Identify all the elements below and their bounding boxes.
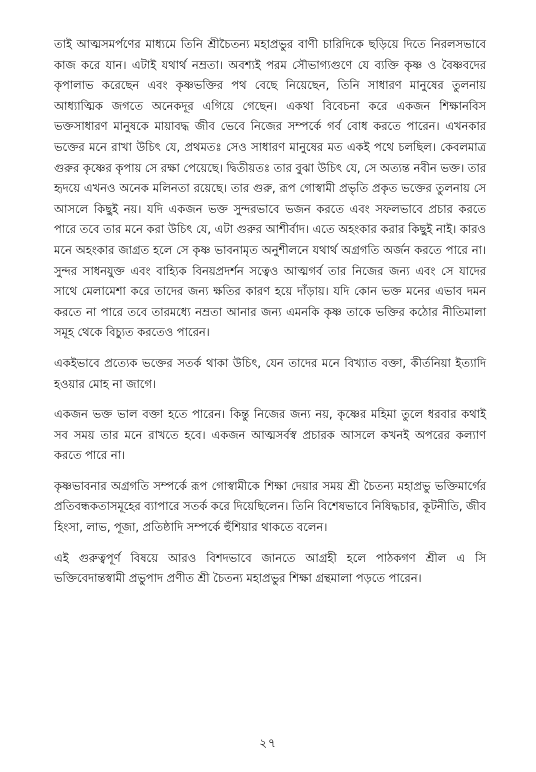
document-body [54, 34, 486, 589]
paragraph-good-speaker: একজন ভক্ত ভাল বক্তা হতে পারেন। কিন্তু নিজের জন্য নয়, কৃষ্ণের মহিমা তুলে ধরবার কথাই সব সময় তার মনে রাখতে হবে। একজন আত্মসর্বস্ব প্রচারক আসলে কখনই অপরের কল্যাণ করতে পারে না। [54, 407, 486, 463]
paragraph-obstacles: কৃষ্ণভাবনার অগ্রগতি সম্পর্কে রূপ গোস্বামীকে শিক্ষা দেয়ার সময় শ্রী চৈতন্য মহাপ্রভু ভক্তিমার্গের প্রতিবন্ধকতাসমূহের ব্যাপারে সতর্ক করে দিয়েছিলেন। তিনি বিশেষভাবে নিষিদ্ধচার, কূটনীতি, জীব হিংসা, লাভ, পূজা, প্রতিষ্ঠাদি সম্পর্কে হুঁশিয়ার থাকতে বলেন। [54, 478, 486, 535]
paragraph-further-reading: এই গুরুত্বপূর্ণ বিষয়ে আরও বিশদভাবে জানতে আগ্রহী হলে পাঠকগণ শ্রীল এ সি ভক্তিবেদান্তস্বামী প্রভুপাদ প্রণীত শ্রী চৈতন্য মহাপ্রভুর শিক্ষা গ্রন্থমালা পড়তে পারেন। [54, 550, 486, 586]
paragraph-speaker-caution: একইভাবে প্রত্যেক ভক্তের সতর্ক থাকা উচিৎ, যেন তাদের মনে বিখ্যাত বক্তা, কীর্তনিয়া ইত্যাদি হওয়ার মোহ না জাগে। [54, 355, 486, 391]
paragraph-humility: তাই আত্মসমর্পণের মাধ্যমে তিনি শ্রীচৈতন্য মহাপ্রভুর বাণী চারিদিকে ছড়িয়ে দিতে নিরলসভাবে কাজ করে যান। এটাই যথার্থ নম্রতা। অবশ্যই পরম সৌভাগ্যগুণে যে ব্যক্তি কৃষ্ণ ও বৈষ্ণবদের কৃপালাভ করেছেন এবং কৃষ্ণভক্তির পথ বেছে নিয়েছেন, তিনি সাধারণ মানুষের তুলনায় আধ্যাত্মিক জগতে অনেকদূর এগিয়ে গেছেন। একথা বিবেচনা করে একজন শিক্ষানবিস ভক্তসাধারণ মানুষকে মায়াবদ্ধ জীব ভেবে নিজের সম্পর্কে গর্ব বোধ করতে পারেন। এখনকার ভক্তের মনে রাখা উচিৎ যে, প্রথমতঃ সেও সাধারণ মানুষের মত একই পথে চলছিল। কেবলমাত্র গুরুর কৃষ্ণের কৃপায় সে রক্ষা পেয়েছে। দ্বিতীয়তঃ তার বুঝা উচিৎ যে, সে অত্যন্ত নবীন ভক্ত। তার হৃদয়ে এখনও অনেক মলিনতা রয়েছে। তার গুরু, রূপ গোস্বামী প্রভৃতি প্রকৃত ভক্তের তুলনায় সে আসলে কিছুই নয়। যদি একজন ভক্ত সুন্দরভাবে ভজন করতে এবং সফলভাবে প্রচার করতে পারে তবে তার মনে করা উচিৎ যে, এটা গুরুর আশীর্বাদ। এতে অহংকার করার কিছুই নাই। কারও মনে অহংকার জাগ্রত হলে সে কৃষ্ণ ভাবনামৃত অনুশীলনে যথার্থ অগ্রগতি অর্জন করতে পারে না। সুন্দর সাধনযুক্ত এবং বাহ্যিক বিনয়প্রদর্শন সত্বেও আত্মগর্ব তার নিজের জন্য এবং সে যাদের সাথে মেলামেশা করে তাদের জন্য ক্ষতির কারণ হয়ে দাঁড়ায়। যদি কোন ভক্ত মনের এভাব দমন করতে না পারে তবে তারমধ্যে নম্রতা আনার জন্য এমনকি কৃষ্ণ তাকে ভক্তির কঠোর নীতিমালা সমূহ থেকে বিচ্যুত করতেও পারেন। [54, 37, 486, 340]
page-number: ২৭ [259, 736, 277, 750]
